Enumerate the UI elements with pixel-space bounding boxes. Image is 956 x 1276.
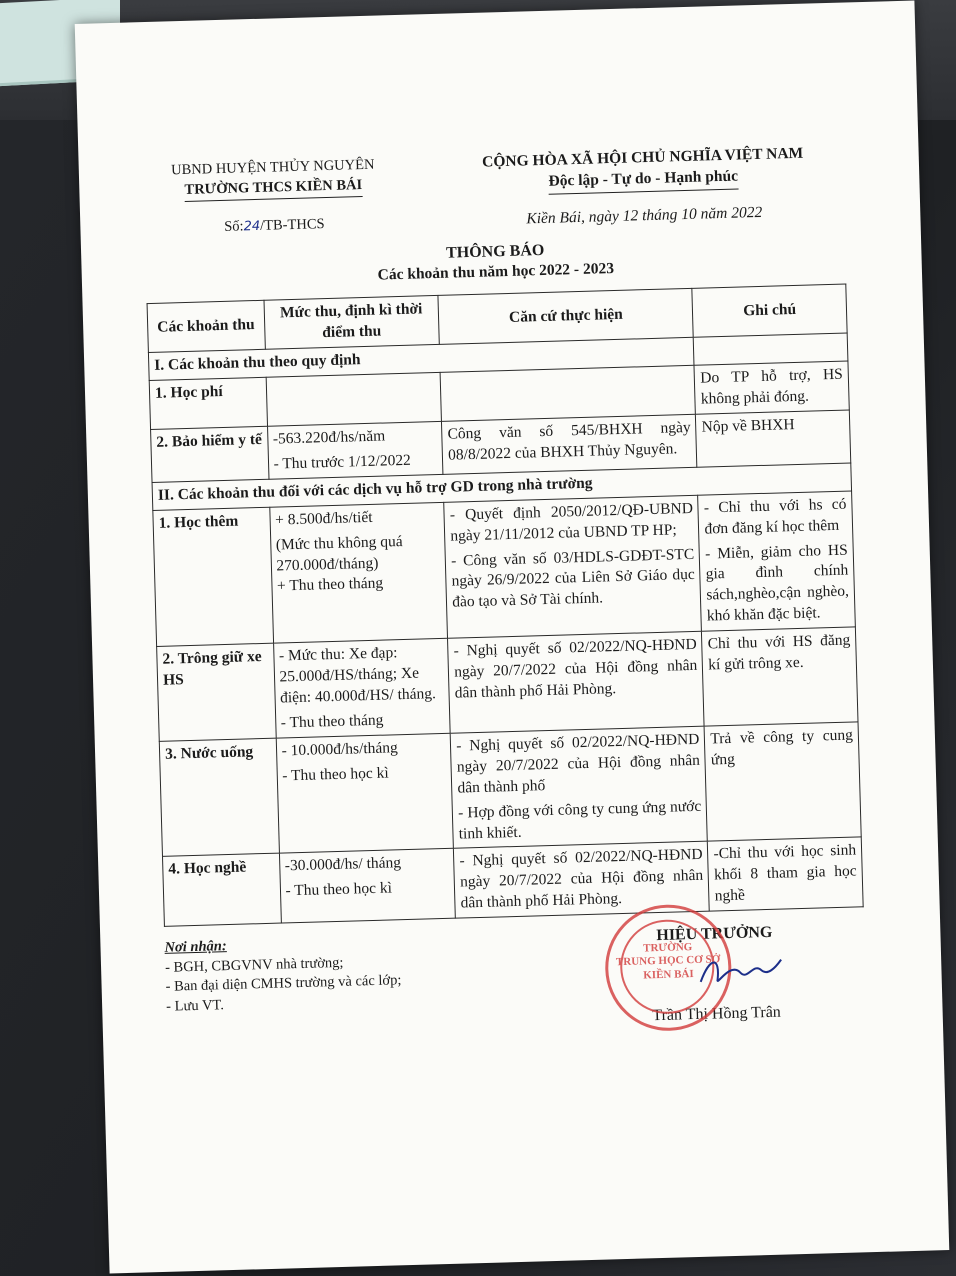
item-cell: 1. Học thêm: [153, 507, 273, 647]
item-cell: 3. Nước uống: [159, 738, 279, 857]
section-title: II. Các khoản thu đối với các dịch vụ hỗ trợ GD trong nhà trường: [152, 463, 852, 510]
signer-name: Trần Thị Hồng Trân: [652, 1003, 782, 1025]
rate-line: -30.000đ/hs/ tháng: [284, 854, 402, 875]
table-row: [153, 491, 856, 647]
document-title: THÔNG BÁO: [445, 241, 545, 262]
note-cell: Trả về công ty cung ứng: [704, 722, 861, 842]
rate-cell: [267, 421, 443, 479]
note-cell: Do TP hỗ trợ, HS không phải đóng.: [694, 361, 849, 414]
section-empty-cell: [694, 333, 848, 365]
issuer-block: [143, 155, 404, 206]
document-number: [144, 213, 404, 241]
document-sheet: [75, 1, 950, 1274]
authority-name: UBND HUYỆN THỦY NGUYÊN: [170, 156, 375, 179]
section-title: I. Các khoản thu theo quy định: [148, 337, 694, 380]
school-name-text: TRƯỜNG THCS KIỀN BÁI: [184, 176, 362, 203]
handwritten-signature-icon: [695, 950, 786, 992]
rate-cell: [273, 638, 450, 738]
document-content: [143, 143, 867, 1041]
signer-role: HIỆU TRƯỞNG: [656, 924, 773, 945]
document-footer: [164, 920, 867, 1041]
note-cell: Chỉ thu với HS đăng kí gửi trông xe.: [702, 627, 858, 726]
document-subtitle: Các khoản thu năm học 2022 - 2023: [377, 260, 615, 284]
rate-line: - Thu theo học kì: [285, 879, 393, 900]
basis-cell: Công văn số 545/BHXH ngày 08/8/2022 của BHXH Thủy Nguyên.: [442, 414, 698, 474]
recipient-item: - Lưu VT.: [165, 997, 225, 1015]
ref-suffix: /TB-THCS: [259, 215, 325, 234]
basis-line: - Nghị quyết số 02/2022/NQ-HĐND ngày 20/7/2022 của Hội đồng nhân dân thành phố: [456, 730, 701, 797]
basis-line: - Quyết định 2050/2012/QĐ-UBND ngày 21/11/2012 của UBND TP HP;: [449, 499, 694, 545]
seal-line: TRƯỜNG: [643, 941, 693, 955]
basis-cell: - Nghị quyết số 02/2022/NQ-HĐND ngày 20/7/2022 của Hội đồng nhân dân thành phố Hải Phòng.: [448, 631, 705, 733]
rate-line: - Thu trước 1/12/2022: [273, 451, 412, 473]
recipient-item: - BGH, CBGVNV nhà trường;: [164, 954, 344, 976]
seal-line: KIỀN BÁI: [643, 967, 694, 982]
rate-cell: [279, 849, 456, 924]
rate-line: - Thu theo học kì: [282, 764, 389, 785]
item-cell: 4. Học nghề: [163, 854, 281, 927]
rate-line: (Mức thu không quá 270.000đ/tháng): [275, 532, 403, 575]
basis-cell: [440, 365, 695, 421]
note-cell: [698, 491, 855, 632]
recipient-item: - Ban đại diện CMHS trường và các lớp;: [165, 972, 402, 996]
basis-cell: - Nghị quyết số 02/2022/NQ-HĐND ngày 20/7/2022 của Hội đồng nhân dân thành phố Hải Phòng.: [454, 842, 710, 919]
item-cell: 2. Bảo hiểm y tế: [151, 426, 269, 482]
basis-cell: [450, 726, 707, 849]
col-header-basis: Căn cứ thực hiện: [438, 289, 693, 345]
recipients-block: [164, 930, 497, 1040]
seal-line: TRUNG HỌC CƠ SỞ: [615, 953, 721, 969]
basis-line: - Công văn số 03/HDLS-GDĐT-STC ngày 26/9/2022 của Liên Sở Giáo dục đào tạo và Sở Tài chính.: [450, 545, 695, 611]
col-header-rate: Mức thu, định kì thời điểm thu: [264, 296, 440, 350]
rate-cell: [269, 502, 447, 643]
item-cell: 1. Học phí: [149, 377, 267, 429]
note-line: - Miễn, giảm cho HS gia đình chính sách,nghèo,cận nghèo, khó khăn đặc biệt.: [704, 541, 850, 625]
basis-cell: [444, 495, 702, 639]
col-header-note: Ghi chú: [692, 284, 847, 337]
rate-cell: [276, 733, 454, 853]
nation-name: CỘNG HÒA XÃ HỘI CHỦ NGHĨA VIỆT NAM: [481, 144, 804, 171]
rate-line: + Thu theo tháng: [276, 575, 384, 595]
document-date: Kiền Bái, ngày 12 tháng 10 năm 2022: [526, 203, 763, 228]
note-cell: Nộp về BHXH: [696, 410, 851, 467]
fees-table: [147, 284, 864, 927]
ref-prefix: Số:: [224, 218, 244, 235]
table-row: [159, 722, 861, 857]
rate-line: -563.220đ/hs/năm: [272, 427, 386, 448]
motto-text: Độc lập - Tự do - Hạnh phúc: [548, 166, 738, 194]
document-header: [143, 143, 844, 206]
basis-line: - Hợp đồng với công ty cung ứng nước tinh khiết.: [457, 797, 702, 843]
note-line: - Chỉ thu với hs có đơn đăng kí học thêm: [703, 495, 847, 538]
recipients-label: Nơi nhận:: [164, 938, 227, 957]
rate-line: - Thu theo tháng: [280, 711, 384, 732]
col-header-item: Các khoản thu: [147, 301, 265, 353]
rate-line: - 10.000đ/hs/tháng: [281, 739, 399, 760]
rate-line: - Mức thu: Xe đạp: 25.000đ/HS/tháng; Xe điện: 40.000đ/HS/ tháng.: [278, 644, 437, 707]
rate-line: + 8.500đ/hs/tiết: [274, 508, 373, 529]
rate-cell: [266, 372, 442, 426]
signature-block: [564, 920, 867, 1030]
ref-number: 24: [243, 218, 261, 235]
nation-block: [442, 143, 843, 198]
item-cell: 2. Trông giữ xe HS: [157, 643, 276, 741]
note-cell: -Chỉ thu với học sinh khối 8 tham gia học nghề: [708, 837, 863, 911]
